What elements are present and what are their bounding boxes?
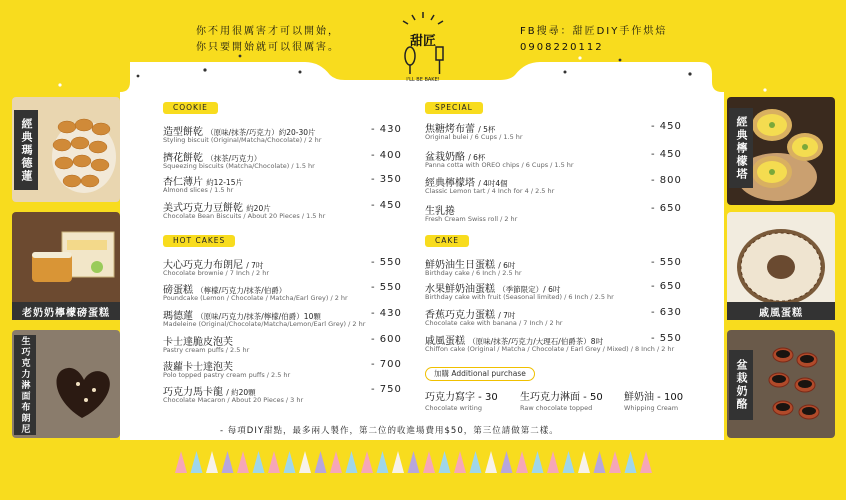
item-name: 巧克力馬卡龍 xyxy=(163,387,223,398)
bunting-flag xyxy=(594,451,606,473)
bunting-flag xyxy=(346,451,358,473)
item-price: - 430 xyxy=(371,124,402,135)
menu-item xyxy=(425,202,693,229)
item-name: 卡士達脆皮泡芙 xyxy=(163,337,233,348)
menu-item xyxy=(163,383,402,410)
bunting-flag xyxy=(485,451,497,473)
item-note: （原味/抹茶/巧克力）約20-30片 xyxy=(206,128,316,137)
contact-info xyxy=(520,24,667,56)
bunting-flags xyxy=(130,445,710,475)
bunting-flag xyxy=(361,451,373,473)
menu-item xyxy=(163,173,402,200)
bunting-flag xyxy=(392,451,404,473)
bunting-flag xyxy=(439,451,451,473)
item-price: - 450 xyxy=(371,200,402,211)
bunting-flag xyxy=(377,451,389,473)
footer-note: - 每項DIY甜點，最多兩人製作，第二位的收進場費用$50，第三位請做第二樣。 xyxy=(220,426,559,436)
item-english: Chocolate brownie / 7 Inch / 2 hr xyxy=(163,269,270,277)
item-name: 造型餅乾 xyxy=(163,127,203,138)
addon-label: 加購 Additional purchase xyxy=(425,367,535,381)
item-note: （抹茶/巧克力） xyxy=(206,154,262,163)
menu-item xyxy=(425,148,693,175)
bunting-flag xyxy=(284,451,296,473)
item-english: Almond slices / 1.5 hr xyxy=(163,186,234,194)
item-price: - 550 xyxy=(651,333,682,344)
section-label-cookie: COOKIE xyxy=(163,102,218,114)
item-english: Birthday cake / 6 Inch / 2.5 hr xyxy=(425,269,522,277)
slogan xyxy=(196,24,340,56)
logo-text: 甜匠 xyxy=(409,34,437,49)
bunting-flag xyxy=(578,451,590,473)
addon-name: 巧克力寫字 - 30 xyxy=(425,392,498,403)
photo-label-lemon-tart: 經典檸檬塔 xyxy=(729,108,753,188)
item-name: 香蕉巧克力蛋糕 xyxy=(425,310,495,321)
item-name: 杏仁薄片 xyxy=(163,177,203,188)
item-name: 水果鮮奶油蛋糕 xyxy=(425,284,495,295)
bunting-flag xyxy=(516,451,528,473)
item-english: Fresh Cream Swiss roll / 2 hr xyxy=(425,215,518,223)
item-name: 經典檸檬塔 xyxy=(425,178,475,189)
bunting-flag xyxy=(222,451,234,473)
item-english: Chocolate cake with banana / 7 Inch / 2 hr xyxy=(425,319,563,327)
item-note: （原味/巧克力/抹茶/檸檬/伯爵）10顆 xyxy=(196,312,321,321)
bunting-flag xyxy=(423,451,435,473)
facebook-search: FB搜尋：甜匠DIY手作烘焙 xyxy=(520,26,668,37)
bunting-flag xyxy=(299,451,311,473)
item-english: Original bulei / 6 Cups / 1.5 hr xyxy=(425,133,523,141)
item-english: Chiffon cake (Original / Matcha / Chocolate / Earl Grey / Mixed) / 8 Inch / 2 hr xyxy=(425,345,675,353)
item-name: 鮮奶油生日蛋糕 xyxy=(425,260,495,271)
logo-tagline: I'LL BE BAKE! xyxy=(406,77,440,82)
bunting-flag xyxy=(563,451,575,473)
item-english: Chocolate Bean Biscuits / About 20 Pieces / 1.5 hr xyxy=(163,212,326,220)
menu-item xyxy=(425,174,693,201)
item-note: / 4吋4個 xyxy=(478,179,508,188)
bunting-flag xyxy=(609,451,621,473)
bunting-flag xyxy=(454,451,466,473)
brand-logo xyxy=(388,10,458,82)
section-label-cake: CAKE xyxy=(425,235,469,247)
addon-english: Whipping Cream xyxy=(624,404,679,412)
item-name: 擠花餅乾 xyxy=(163,153,203,164)
item-price: - 400 xyxy=(371,150,402,161)
section-label-special: SPECIAL xyxy=(425,102,483,114)
item-name: 磅蛋糕 xyxy=(163,285,193,296)
item-note: / 7吋 xyxy=(246,261,264,270)
photo-label-pannacotta: 盆栽奶酪 xyxy=(729,350,753,420)
item-note: / 約20顆 xyxy=(226,388,256,397)
bunting-flag xyxy=(330,451,342,473)
menu-item xyxy=(425,306,693,333)
photo-label-chiffon: 戚風蛋糕 xyxy=(727,302,835,320)
bunting-flag xyxy=(175,451,187,473)
bunting-flag xyxy=(640,451,652,473)
menu-item xyxy=(163,123,402,150)
item-price: - 630 xyxy=(651,307,682,318)
item-price: - 800 xyxy=(651,175,682,186)
addon-item xyxy=(624,388,683,412)
addon-name: 生巧克力淋面 - 50 xyxy=(520,392,603,403)
phone-number: 0908220112 xyxy=(520,42,604,53)
item-price: - 350 xyxy=(371,174,402,185)
item-note: （檸檬/巧克力/抹茶/伯爵） xyxy=(196,286,287,295)
item-note: / 5杯 xyxy=(478,125,496,134)
bunting-flag xyxy=(268,451,280,473)
bunting-flag xyxy=(315,451,327,473)
photo-label-poundcake: 老奶奶檸檬磅蛋糕 xyxy=(12,302,120,320)
item-english: Polo topped pastry cream puffs / 2.5 hr xyxy=(163,371,291,379)
item-name: 戚風蛋糕 xyxy=(425,336,465,347)
menu-item xyxy=(163,281,402,308)
item-price: - 750 xyxy=(371,384,402,395)
item-note: / 6杯 xyxy=(468,153,486,162)
bunting-flag xyxy=(408,451,420,473)
menu-item xyxy=(163,307,402,334)
item-price: - 650 xyxy=(651,281,682,292)
menu-item xyxy=(163,199,402,226)
menu-item xyxy=(163,358,402,385)
item-price: - 650 xyxy=(651,203,682,214)
menu-item xyxy=(425,256,693,283)
item-english: Classic Lemon tart / 4 Inch for 4 / 2.5 hr xyxy=(425,187,555,195)
item-price: - 550 xyxy=(651,257,682,268)
menu-item xyxy=(163,256,402,283)
menu-item xyxy=(163,333,402,360)
addon-english: Chocolate writing xyxy=(425,404,482,412)
item-price: - 700 xyxy=(371,359,402,370)
bunting-flag xyxy=(206,451,218,473)
slogan-line-2: 你只要開始就可以很厲害。 xyxy=(196,42,340,53)
bunting-flag xyxy=(501,451,513,473)
item-note: 約12-15片 xyxy=(206,178,243,187)
addon-item xyxy=(520,388,603,412)
item-price: - 450 xyxy=(651,149,682,160)
bunting-flag xyxy=(253,451,265,473)
menu-item xyxy=(425,280,693,307)
bunting-flag xyxy=(237,451,249,473)
item-name: 美式巧克力豆餅乾 xyxy=(163,203,243,214)
bunting-flag xyxy=(191,451,203,473)
menu-item xyxy=(425,332,693,359)
item-english: Birthday cake with fruit (Seasonal limited) / 6 Inch / 2.5 hr xyxy=(425,293,614,301)
item-english: Panna cotta with OREO chips / 6 Cups / 1.5 hr xyxy=(425,161,574,169)
item-note: 約20片 xyxy=(246,204,271,213)
item-price: - 550 xyxy=(371,282,402,293)
item-name: 焦糖烤布蕾 xyxy=(425,124,475,135)
bunting-flag xyxy=(532,451,544,473)
item-name: 生乳捲 xyxy=(425,206,455,217)
bunting-flag xyxy=(547,451,559,473)
addon-english: Raw chocolate topped xyxy=(520,404,593,412)
item-name: 瑪德蓮 xyxy=(163,311,193,322)
item-english: Madeleine (Original/Chocolate/Matcha/Lemon/Earl Grey) / 2 hr xyxy=(163,320,366,328)
item-english: Styling biscuit (Original/Matcha/Chocolate) / 2 hr xyxy=(163,136,322,144)
addon-item xyxy=(425,388,498,412)
item-note: / 7吋 xyxy=(498,311,516,320)
item-price: - 550 xyxy=(371,257,402,268)
item-price: - 450 xyxy=(651,121,682,132)
item-note: （季節限定）/ 6吋 xyxy=(498,285,561,294)
item-name: 大心巧克力布朗尼 xyxy=(163,260,243,271)
item-english: Pastry cream puffs / 2.5 hr xyxy=(163,346,250,354)
item-note: / 6吋 xyxy=(498,261,516,270)
section-label-hot-cakes: HOT CAKES xyxy=(163,235,235,247)
item-name: 盆栽奶酪 xyxy=(425,152,465,163)
bunting-flag xyxy=(625,451,637,473)
bunting-flag xyxy=(470,451,482,473)
photo-label-brownie: 生巧克力淋面布朗尼 xyxy=(14,335,36,435)
item-name: 菠蘿卡士達泡芙 xyxy=(163,362,233,373)
item-price: - 600 xyxy=(371,334,402,345)
item-english: Squeezing biscuits (Matcha/Chocolate) / 1.5 hr xyxy=(163,162,315,170)
item-english: Chocolate Macaron / About 20 Pieces / 3 hr xyxy=(163,396,304,404)
menu-item xyxy=(425,120,693,147)
photo-label-madeleine: 經典瑪德蓮 xyxy=(14,110,38,190)
slogan-line-1: 你不用很厲害才可以開始， xyxy=(196,26,340,37)
menu-item xyxy=(163,149,402,176)
item-english: Poundcake (Lemon / Chocolate / Matcha/Earl Grey) / 2 hr xyxy=(163,294,348,302)
item-note: （原味/抹茶/巧克力/大理石/伯爵茶）8吋 xyxy=(468,337,604,346)
addon-name: 鮮奶油 - 100 xyxy=(624,392,684,403)
item-price: - 430 xyxy=(371,308,402,319)
